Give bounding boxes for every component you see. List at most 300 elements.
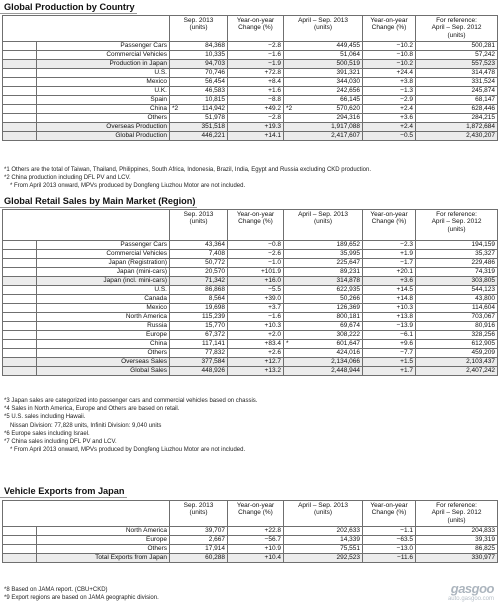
cell-value: −8.8 <box>268 95 281 103</box>
cell-value: +3.6 <box>400 276 413 284</box>
row-label: Spain <box>37 96 170 105</box>
table-cell <box>416 259 498 268</box>
row-indent <box>3 250 37 259</box>
exports-header-row <box>3 501 498 527</box>
table-cell <box>284 331 363 340</box>
table-cell <box>284 277 363 286</box>
cell-value: 292,523 <box>336 553 360 561</box>
footnote: * From April 2013 onward, MPVs produced by Dongfeng Liuzhou Motor are not included. <box>10 447 246 454</box>
table-row <box>3 536 498 545</box>
table-cell <box>170 554 228 563</box>
row-indent <box>3 358 37 367</box>
cell-value: 39,707 <box>205 526 225 534</box>
row-label: Japan (mini-cars) <box>37 268 170 277</box>
retail-table <box>2 209 498 376</box>
table-cell <box>416 322 498 331</box>
row-indent <box>3 527 37 536</box>
cell-value: 628,446 <box>471 104 495 112</box>
table-cell <box>228 304 284 313</box>
table-cell <box>363 105 416 114</box>
cell-value: −2.8 <box>268 113 281 121</box>
row-indent <box>3 536 37 545</box>
table-cell <box>416 331 498 340</box>
table-cell <box>416 78 498 87</box>
cell-value: 39,319 <box>475 535 495 543</box>
cell-value: +1.9 <box>400 249 413 257</box>
table-cell <box>170 114 228 123</box>
cell-value: 351,518 <box>201 122 225 130</box>
table-cell <box>363 114 416 123</box>
row-label: Others <box>37 545 170 554</box>
table-row <box>3 304 498 313</box>
row-label: China <box>37 105 170 114</box>
table-row <box>3 358 498 367</box>
table-cell <box>170 527 228 536</box>
table-cell <box>284 42 363 51</box>
table-cell <box>170 250 228 259</box>
table-cell <box>284 545 363 554</box>
retail-col-header: Year-on-year Change (%) <box>228 210 284 241</box>
cell-value: 20,570 <box>205 267 225 275</box>
table-cell <box>363 340 416 349</box>
exports-col-header: For reference: April – Sep. 2012 (units) <box>416 501 498 527</box>
retail-col-header: April – Sep. 2013 (units) <box>284 210 363 241</box>
exports-col-header: Sep. 2013 (units) <box>170 501 228 527</box>
cell-value: 66,145 <box>340 95 360 103</box>
row-indent <box>3 349 37 358</box>
table-cell <box>228 286 284 295</box>
cell-value: 330,977 <box>471 553 495 561</box>
table-cell <box>228 114 284 123</box>
table-cell <box>170 313 228 322</box>
cell-value: 19,698 <box>205 303 225 311</box>
row-indent <box>3 259 37 268</box>
table-cell <box>284 250 363 259</box>
table-cell <box>170 358 228 367</box>
table-cell <box>363 96 416 105</box>
exports-table <box>2 500 498 563</box>
table-cell <box>284 51 363 60</box>
footnote-mark: * <box>286 339 289 347</box>
table-cell <box>363 60 416 69</box>
cell-value: 126,369 <box>336 303 360 311</box>
cell-value: −1.7 <box>400 258 413 266</box>
cell-value: +2.4 <box>400 104 413 112</box>
row-label: Global Sales <box>37 367 170 376</box>
table-cell <box>363 132 416 141</box>
row-indent <box>3 123 37 132</box>
table-row <box>3 78 498 87</box>
cell-value: −10.8 <box>396 50 413 58</box>
table-row <box>3 554 498 563</box>
cell-value: 74,319 <box>475 267 495 275</box>
cell-value: +19.3 <box>264 122 281 130</box>
cell-value: +13.8 <box>396 312 413 320</box>
row-label: Japan (incl. mini-cars) <box>37 277 170 286</box>
cell-value: 2,103,437 <box>466 357 495 365</box>
table-cell <box>170 268 228 277</box>
row-indent <box>3 105 37 114</box>
table-row <box>3 241 498 250</box>
table-cell <box>170 105 228 114</box>
table-row <box>3 114 498 123</box>
table-cell <box>363 349 416 358</box>
row-label: Canada <box>37 295 170 304</box>
row-label: Russia <box>37 322 170 331</box>
table-row <box>3 322 498 331</box>
row-label: Commercial Vehicles <box>37 51 170 60</box>
exports-col-header: Year-on-year Change (%) <box>363 501 416 527</box>
cell-value: 14,339 <box>340 535 360 543</box>
cell-value: 17,914 <box>205 544 225 552</box>
table-cell <box>170 277 228 286</box>
cell-value: +49.2 <box>264 104 281 112</box>
cell-value: 51,064 <box>340 50 360 58</box>
cell-value: 308,222 <box>336 330 360 338</box>
footnote: * From April 2013 onward, MPVs produced by Dongfeng Liuzhou Motor are not included. <box>10 183 246 190</box>
cell-value: 601,647 <box>336 339 360 347</box>
table-cell <box>416 295 498 304</box>
cell-value: 2,430,207 <box>466 131 495 139</box>
row-indent <box>3 554 37 563</box>
table-row <box>3 277 498 286</box>
table-cell <box>228 123 284 132</box>
cell-value: 114,604 <box>471 303 495 311</box>
table-cell <box>228 105 284 114</box>
cell-value: +14.1 <box>264 131 281 139</box>
table-cell <box>170 51 228 60</box>
row-label: Others <box>37 114 170 123</box>
table-cell <box>284 241 363 250</box>
exports-header-blank <box>3 501 170 527</box>
table-cell <box>363 259 416 268</box>
production-header-row <box>3 16 498 42</box>
cell-value: 2,407,242 <box>466 366 495 374</box>
cell-value: 15,770 <box>205 321 225 329</box>
cell-value: 703,067 <box>471 312 495 320</box>
row-indent <box>3 87 37 96</box>
table-cell <box>228 527 284 536</box>
row-label: U.K. <box>37 87 170 96</box>
table-cell <box>363 295 416 304</box>
table-row <box>3 313 498 322</box>
cell-value: 117,141 <box>201 339 225 347</box>
table-row <box>3 96 498 105</box>
cell-value: −6.1 <box>400 330 413 338</box>
table-cell <box>416 313 498 322</box>
table-cell <box>284 340 363 349</box>
cell-value: 800,181 <box>336 312 360 320</box>
cell-value: 50,266 <box>340 294 360 302</box>
row-label: U.S. <box>37 286 170 295</box>
cell-value: −0.5 <box>400 131 413 139</box>
cell-value: +9.6 <box>400 339 413 347</box>
production-title: Global Production by Country <box>4 2 135 12</box>
table-cell <box>170 340 228 349</box>
table-cell <box>284 268 363 277</box>
table-cell <box>363 69 416 78</box>
cell-value: 67,372 <box>205 330 225 338</box>
row-indent <box>3 331 37 340</box>
footnote-mark: *2 <box>172 104 179 112</box>
row-label: Overseas Sales <box>37 358 170 367</box>
row-label: Global Production <box>37 132 170 141</box>
table-cell <box>416 60 498 69</box>
table-row <box>3 268 498 277</box>
table-cell <box>170 286 228 295</box>
row-indent <box>3 132 37 141</box>
table-cell <box>363 241 416 250</box>
table-cell <box>228 69 284 78</box>
cell-value: 448,926 <box>201 366 225 374</box>
cell-value: +2.6 <box>268 348 281 356</box>
table-cell <box>363 367 416 376</box>
cell-value: 43,800 <box>475 294 495 302</box>
row-indent <box>3 69 37 78</box>
row-indent <box>3 322 37 331</box>
row-indent <box>3 114 37 123</box>
table-row <box>3 331 498 340</box>
table-cell <box>170 69 228 78</box>
cell-value: 424,016 <box>336 348 360 356</box>
cell-value: 194,159 <box>471 240 495 248</box>
retail-notes <box>4 397 257 454</box>
cell-value: 202,633 <box>336 526 360 534</box>
table-cell <box>416 527 498 536</box>
cell-value: 57,242 <box>475 50 495 58</box>
cell-value: −10.2 <box>396 41 413 49</box>
cell-value: 8,564 <box>208 294 225 302</box>
table-cell <box>363 358 416 367</box>
table-cell <box>284 60 363 69</box>
table-row <box>3 69 498 78</box>
cell-value: 2,417,607 <box>331 131 360 139</box>
table-cell <box>363 87 416 96</box>
cell-value: 7,408 <box>208 249 225 257</box>
cell-value: 69,674 <box>340 321 360 329</box>
table-cell <box>416 277 498 286</box>
production-col-header: Year-on-year Change (%) <box>228 16 284 42</box>
table-row <box>3 367 498 376</box>
production-col-header: April – Sep. 2013 (units) <box>284 16 363 42</box>
cell-value: 51,978 <box>205 113 225 121</box>
watermark-url: auto.gasgoo.com <box>447 596 494 602</box>
row-label: Passenger Cars <box>37 241 170 250</box>
table-cell <box>416 114 498 123</box>
table-cell <box>228 42 284 51</box>
footnote: *4 Sales in North America, Europe and Others are based on retail. <box>4 406 180 413</box>
cell-value: −2.6 <box>268 249 281 257</box>
table-cell <box>284 322 363 331</box>
production-col-header: Year-on-year Change (%) <box>363 16 416 42</box>
cell-value: 68,147 <box>475 95 495 103</box>
table-cell <box>416 358 498 367</box>
table-cell <box>416 123 498 132</box>
cell-value: −13.0 <box>396 544 413 552</box>
table-cell <box>170 123 228 132</box>
row-label: Europe <box>37 331 170 340</box>
table-cell <box>170 304 228 313</box>
table-cell <box>284 132 363 141</box>
row-label: Passenger Cars <box>37 42 170 51</box>
table-cell <box>416 42 498 51</box>
exports-col-header: April – Sep. 2013 (units) <box>284 501 363 527</box>
cell-value: +10.3 <box>264 321 281 329</box>
cell-value: 115,239 <box>201 312 225 320</box>
table-cell <box>170 132 228 141</box>
cell-value: 242,656 <box>336 86 360 94</box>
retail-col-header: For reference: April – Sep. 2012 (units) <box>416 210 498 241</box>
table-cell <box>416 241 498 250</box>
cell-value: 84,368 <box>205 41 225 49</box>
production-notes <box>4 166 371 191</box>
table-row <box>3 545 498 554</box>
table-cell <box>363 331 416 340</box>
cell-value: 459,209 <box>471 348 495 356</box>
table-cell <box>228 241 284 250</box>
table-cell <box>416 545 498 554</box>
cell-value: 43,364 <box>205 240 225 248</box>
cell-value: 77,832 <box>205 348 225 356</box>
table-cell <box>363 304 416 313</box>
footnote: *5 U.S. sales including Hawaii. <box>4 414 86 421</box>
cell-value: +3.8 <box>400 77 413 85</box>
table-cell <box>170 545 228 554</box>
cell-value: −0.8 <box>268 240 281 248</box>
cell-value: 344,030 <box>336 77 360 85</box>
row-indent <box>3 340 37 349</box>
table-cell <box>170 241 228 250</box>
table-cell <box>228 358 284 367</box>
cell-value: −1.6 <box>268 312 281 320</box>
row-indent <box>3 268 37 277</box>
table-row <box>3 295 498 304</box>
row-indent <box>3 96 37 105</box>
production-col-header: For reference: April – Sep. 2012 (units) <box>416 16 498 42</box>
row-indent <box>3 313 37 322</box>
table-cell <box>363 322 416 331</box>
table-cell <box>416 268 498 277</box>
row-indent <box>3 304 37 313</box>
cell-value: 303,805 <box>471 276 495 284</box>
row-indent <box>3 78 37 87</box>
footnote: *8 Based on JAMA report. (CBU+CKD) <box>4 587 108 593</box>
cell-value: 328,256 <box>471 330 495 338</box>
production-col-header: Sep. 2013 (units) <box>170 16 228 42</box>
gasgoo-watermark <box>448 581 494 602</box>
footnote: *1 Others are the total of Taiwan, Thailand, Philippines, South Africa, Indonesia, Brazil, India, Egypt and Russia excluding CKD production. <box>4 167 371 173</box>
cell-value: 86,868 <box>205 285 225 293</box>
cell-value: +22.8 <box>264 526 281 534</box>
table-cell <box>284 87 363 96</box>
table-cell <box>284 78 363 87</box>
cell-value: 314,878 <box>336 276 360 284</box>
table-cell <box>284 96 363 105</box>
cell-value: 446,221 <box>201 131 225 139</box>
table-cell <box>284 313 363 322</box>
table-cell <box>416 105 498 114</box>
table-row <box>3 51 498 60</box>
cell-value: +3.6 <box>400 113 413 121</box>
table-cell <box>170 331 228 340</box>
table-cell <box>228 51 284 60</box>
table-row <box>3 132 498 141</box>
table-cell <box>416 69 498 78</box>
cell-value: +101.9 <box>260 267 281 275</box>
table-cell <box>363 313 416 322</box>
table-cell <box>363 554 416 563</box>
cell-value: 570,620 <box>336 104 360 112</box>
table-cell <box>416 51 498 60</box>
footnote: *3 Japan sales are categorized into passenger cars and commercial vehicles based on chassis. <box>4 398 258 404</box>
retail-col-header: Year-on-year Change (%) <box>363 210 416 241</box>
table-cell <box>284 259 363 268</box>
cell-value: −56.7 <box>264 535 281 543</box>
table-row <box>3 340 498 349</box>
cell-value: +14.5 <box>396 285 413 293</box>
cell-value: 10,335 <box>205 50 225 58</box>
watermark-logo: gasgoo <box>450 581 494 596</box>
table-row <box>3 123 498 132</box>
cell-value: 229,486 <box>471 258 495 266</box>
cell-value: 294,316 <box>336 113 360 121</box>
row-indent <box>3 286 37 295</box>
cell-value: 89,231 <box>340 267 360 275</box>
cell-value: 189,652 <box>336 240 360 248</box>
table-cell <box>284 358 363 367</box>
table-cell <box>284 123 363 132</box>
cell-value: 622,935 <box>336 285 360 293</box>
table-cell <box>170 96 228 105</box>
table-cell <box>228 277 284 286</box>
cell-value: 1,872,684 <box>466 122 495 130</box>
table-cell <box>416 132 498 141</box>
footnote: *6 Europe sales including Israel. <box>4 430 90 437</box>
cell-value: 331,524 <box>471 77 495 85</box>
row-indent <box>3 367 37 376</box>
table-cell <box>363 286 416 295</box>
cell-value: −2.8 <box>268 41 281 49</box>
cell-value: +83.4 <box>264 339 281 347</box>
production-header-blank <box>3 16 170 42</box>
cell-value: −63.5 <box>396 535 413 543</box>
cell-value: 245,874 <box>471 86 495 94</box>
table-cell <box>284 367 363 376</box>
cell-value: 612,905 <box>471 339 495 347</box>
table-cell <box>170 42 228 51</box>
table-cell <box>170 259 228 268</box>
retail-title: Global Retail Sales by Main Market (Region) <box>4 196 196 206</box>
cell-value: −13.9 <box>396 321 413 329</box>
row-indent <box>3 241 37 250</box>
cell-value: 2,667 <box>208 535 225 543</box>
cell-value: 114,942 <box>201 104 225 112</box>
retail-header-blank <box>3 210 170 241</box>
table-row <box>3 349 498 358</box>
table-cell <box>284 554 363 563</box>
cell-value: 544,123 <box>471 285 495 293</box>
cell-value: −5.5 <box>268 285 281 293</box>
table-cell <box>363 250 416 259</box>
cell-value: +12.7 <box>264 357 281 365</box>
cell-value: 86,825 <box>475 544 495 552</box>
cell-value: 35,995 <box>340 249 360 257</box>
row-label: China <box>37 340 170 349</box>
table-cell <box>416 340 498 349</box>
row-indent <box>3 295 37 304</box>
cell-value: −10.2 <box>396 59 413 67</box>
cell-value: 46,583 <box>205 86 225 94</box>
